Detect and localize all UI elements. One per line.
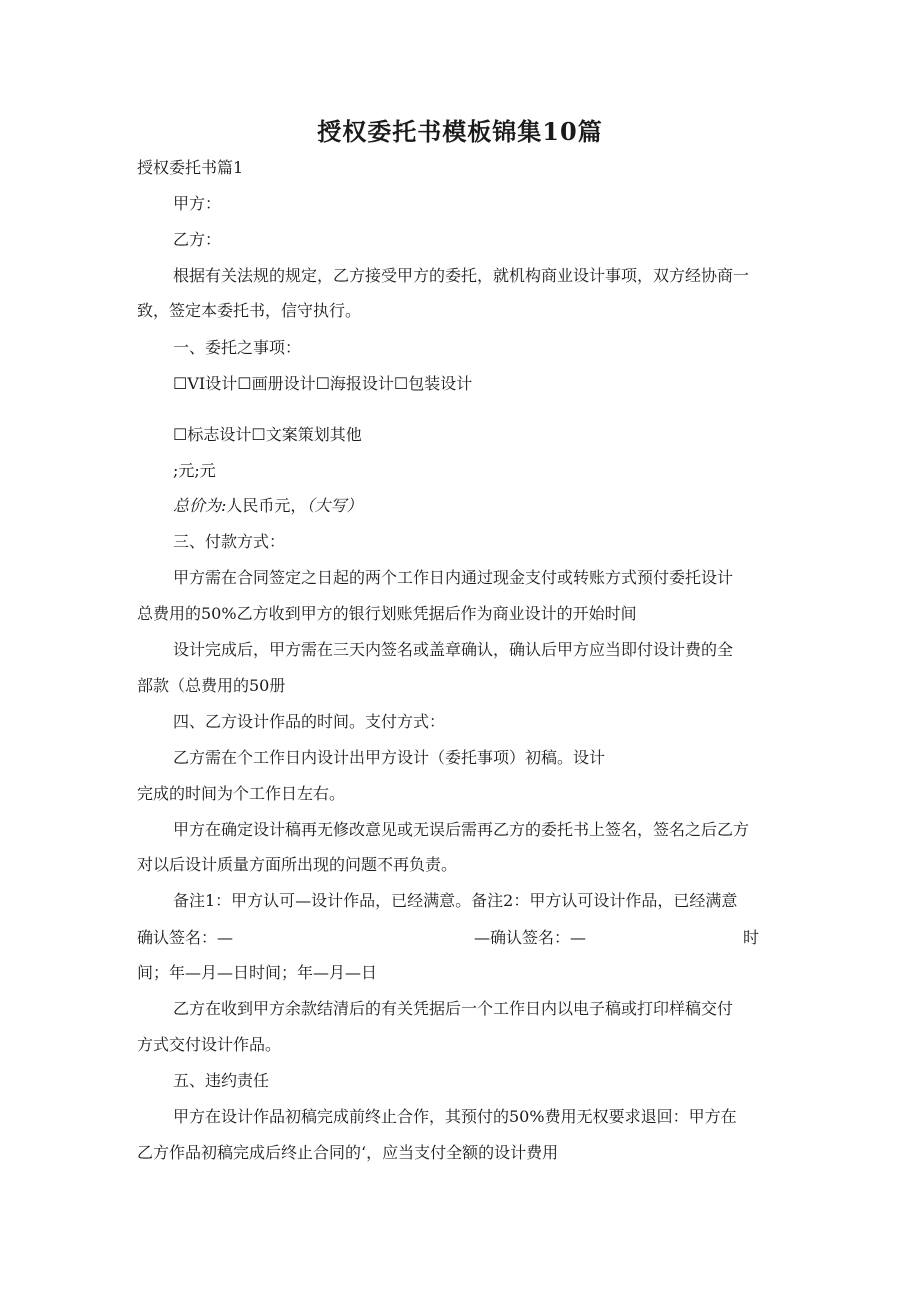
payment-line-2: 总费用的50%乙方收到甲方的银行划账凭据后作为商业设计的开始时间 xyxy=(137,604,637,623)
confirm-line-1: 甲方在确定设计稿再无修改意见或无误后需再乙方的委托书上签名，签名之后乙方 xyxy=(173,820,750,839)
intro-line-1: 根据有关法规的规定，乙方接受甲方的委托，就机构商业设计事项，双方经协商一 xyxy=(173,266,750,285)
options-row-1: ☐VI设计☐画册设计☐海报设计☐包装设计 xyxy=(173,374,473,393)
options-row-2: ☐标志设计☐文案策划其他 xyxy=(173,425,362,444)
signature-time-label: 时 xyxy=(743,928,760,947)
intro-line-2: 致，签定本委托书，信守执行。 xyxy=(137,301,362,320)
confirm-line-2: 对以后设计质量方面所出现的问题不再负责。 xyxy=(137,855,458,874)
total-price-line xyxy=(173,496,362,516)
item4-heading: 四、乙方设计作品的时间。支付方式： xyxy=(173,712,446,731)
document-title: 授权委托书模板锦集10篇 xyxy=(317,117,603,146)
completion-line-1: 设计完成后，甲方需在三天内签名或盖章确认，确认后甲方应当即付设计费的全 xyxy=(173,640,734,659)
party-b-label: 乙方： xyxy=(173,230,222,249)
design-time-line-2: 完成的时间为个工作日左右。 xyxy=(137,784,346,803)
design-time-line-1: 乙方需在个工作日内设计出甲方设计（委托事项）初稿。设计 xyxy=(173,748,606,767)
total-text: 人民币元， xyxy=(226,496,307,515)
total-label: 总价为: xyxy=(173,496,227,515)
item5-heading: 五、违约责任 xyxy=(173,1071,270,1090)
section-heading: 授权委托书篇1 xyxy=(137,158,244,177)
delivery-line-1: 乙方在收到甲方余款结清后的有关凭据后一个工作日内以电子稿或打印样稿交付 xyxy=(173,999,734,1018)
breach-line-2: 乙方作品初稿完成后终止合同的‘，应当支付全额的设计费用 xyxy=(137,1143,559,1162)
payment-line-1: 甲方需在合同签定之日起的两个工作日内通过现金支付或转账方式预付委托设计 xyxy=(173,568,734,587)
breach-line-1: 甲方在设计作品初稿完成前终止合作，其预付的50%费用无权要求退回：甲方在 xyxy=(173,1107,737,1126)
signature-a: 确认签名：— xyxy=(137,928,234,947)
delivery-line-2: 方式交付设计作品。 xyxy=(137,1035,282,1054)
completion-line-2: 部款（总费用的50册 xyxy=(137,676,286,695)
notes-date-line: 间；年—月—日时间；年—月—日 xyxy=(137,963,378,982)
item3-heading: 三、付款方式： xyxy=(173,532,286,551)
notes-line-1: 备注1：甲方认可—设计作品，已经满意。备注2：甲方认可设计作品，已经满意 xyxy=(173,891,738,910)
total-suffix: （大写） xyxy=(306,496,363,515)
party-a-label: 甲方： xyxy=(173,194,222,213)
prices-line: ;元;元 xyxy=(173,461,216,480)
item1-heading: 一、委托之事项： xyxy=(173,338,302,357)
signature-b: —确认签名：— xyxy=(474,928,587,947)
